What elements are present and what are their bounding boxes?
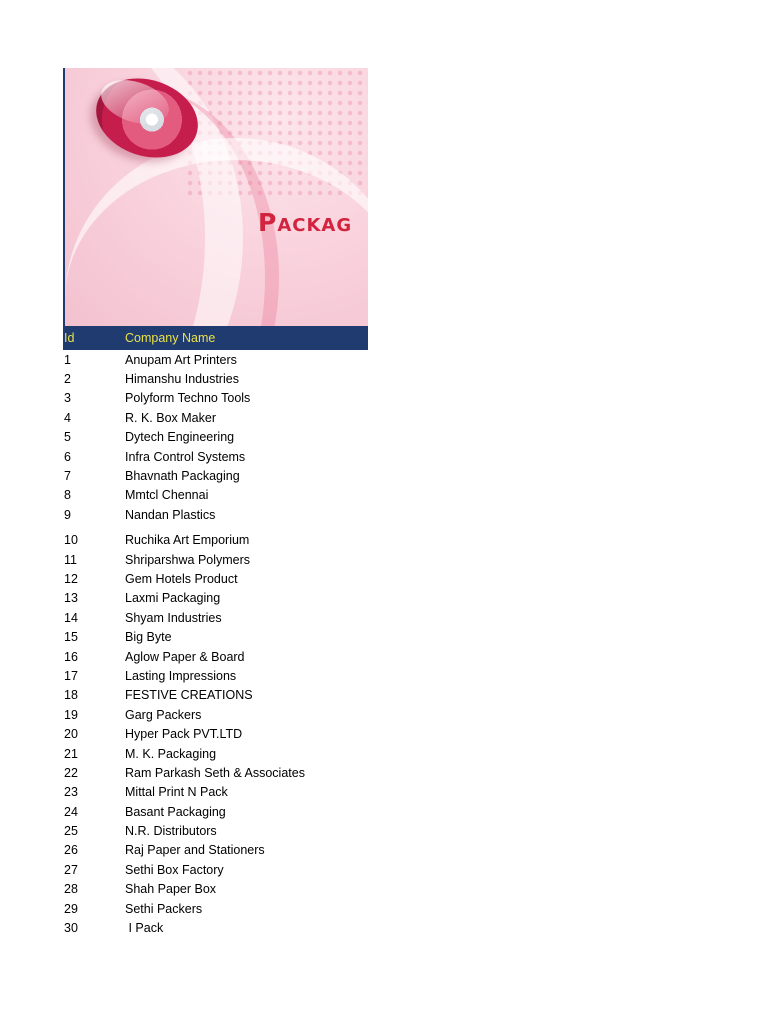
row-id: 11: [64, 552, 77, 567]
row-id: 14: [64, 610, 78, 625]
row-company-name: Raj Paper and Stationers: [125, 843, 265, 858]
table-row: [63, 447, 368, 466]
row-id: 1: [64, 352, 71, 367]
row-id: 20: [64, 727, 78, 742]
row-id: 18: [64, 688, 78, 703]
row-id: 15: [64, 630, 78, 645]
row-id: 22: [64, 765, 78, 780]
header-banner: [63, 68, 368, 326]
row-id: 6: [64, 449, 71, 464]
row-company-name: Mittal Print N Pack: [125, 785, 228, 800]
table-row: [63, 724, 368, 743]
row-company-name: Hyper Pack PVT.LTD: [125, 727, 243, 742]
row-company-name: Sethi Box Factory: [125, 862, 224, 877]
row-company-name: I Pack: [125, 921, 164, 936]
table-row: [63, 918, 368, 937]
row-company-name: Laxmi Packaging: [125, 591, 221, 606]
table-header: [63, 326, 368, 350]
row-company-name: Lasting Impressions: [125, 668, 237, 683]
company-list: [63, 350, 368, 938]
table-row: [63, 880, 368, 899]
table-row: [63, 531, 368, 550]
row-id: 13: [64, 591, 78, 606]
row-id: 12: [64, 571, 78, 586]
banner-title: Packag: [258, 208, 353, 237]
row-id: 27: [64, 862, 78, 877]
table-row: [63, 389, 368, 408]
row-id: 16: [64, 649, 78, 664]
row-id: 24: [64, 804, 78, 819]
table-row: [63, 428, 368, 447]
row-id: 30: [64, 921, 78, 936]
header-id: Id: [64, 331, 75, 345]
row-company-name: Mmtcl Chennai: [125, 488, 209, 503]
row-id: 21: [64, 746, 78, 761]
table-row: [63, 350, 368, 369]
row-company-name: Shyam Industries: [125, 610, 222, 625]
row-id: 17: [64, 668, 78, 683]
row-id: 4: [64, 410, 71, 425]
row-company-name: Garg Packers: [125, 707, 202, 722]
row-id: 2: [64, 372, 71, 387]
spreadsheet: [63, 68, 368, 938]
row-company-name: Polyform Techno Tools: [125, 391, 251, 406]
table-row: [63, 841, 368, 860]
row-company-name: M. K. Packaging: [125, 746, 217, 761]
row-id: 3: [64, 391, 71, 406]
table-row: [63, 744, 368, 763]
row-company-name: Gem Hotels Product: [125, 571, 238, 586]
row-company-name: Shah Paper Box: [125, 882, 217, 897]
table-row: [63, 466, 368, 485]
table-row: [63, 408, 368, 427]
row-id: 23: [64, 785, 78, 800]
table-row: [63, 763, 368, 782]
table-row: [63, 705, 368, 724]
row-company-name: Ruchika Art Emporium: [125, 533, 250, 548]
row-company-name: Nandan Plastics: [125, 507, 216, 522]
table-row: [63, 783, 368, 802]
row-id: 7: [64, 469, 71, 484]
header-company-name: Company Name: [125, 331, 216, 345]
row-id: 19: [64, 707, 78, 722]
row-id: 9: [64, 507, 71, 522]
table-row: [63, 860, 368, 879]
row-company-name: Aglow Paper & Board: [125, 649, 245, 664]
row-company-name: Sethi Packers: [125, 901, 203, 916]
table-row: [63, 686, 368, 705]
row-company-name: Anupam Art Printers: [125, 352, 237, 367]
row-id: 8: [64, 488, 71, 503]
table-row: [63, 369, 368, 388]
table-row: [63, 505, 368, 524]
table-row: [63, 550, 368, 569]
row-company-name: Basant Packaging: [125, 804, 226, 819]
table-row: [63, 821, 368, 840]
table-row: [63, 647, 368, 666]
row-id: 10: [64, 533, 78, 548]
row-company-name: Bhavnath Packaging: [125, 469, 240, 484]
row-company-name: R. K. Box Maker: [125, 410, 216, 425]
row-id: 5: [64, 430, 71, 445]
table-row: [63, 589, 368, 608]
row-company-name: Shriparshwa Polymers: [125, 552, 251, 567]
row-company-name: N.R. Distributors: [125, 824, 217, 839]
table-row: [63, 486, 368, 505]
table-row: [63, 608, 368, 627]
table-row: [63, 899, 368, 918]
table-row: [63, 627, 368, 646]
row-company-name: Ram Parkash Seth & Associates: [125, 765, 305, 780]
row-company-name: FESTIVE CREATIONS: [125, 688, 253, 703]
table-row: [63, 569, 368, 588]
table-row: [63, 666, 368, 685]
row-company-name: Himanshu Industries: [125, 372, 239, 387]
row-id: 28: [64, 882, 78, 897]
row-id: 26: [64, 843, 78, 858]
table-row: [63, 802, 368, 821]
row-id: 29: [64, 901, 78, 916]
row-company-name: Big Byte: [125, 630, 172, 645]
row-id: 25: [64, 824, 78, 839]
row-company-name: Dytech Engineering: [125, 430, 235, 445]
row-company-name: Infra Control Systems: [125, 449, 246, 464]
